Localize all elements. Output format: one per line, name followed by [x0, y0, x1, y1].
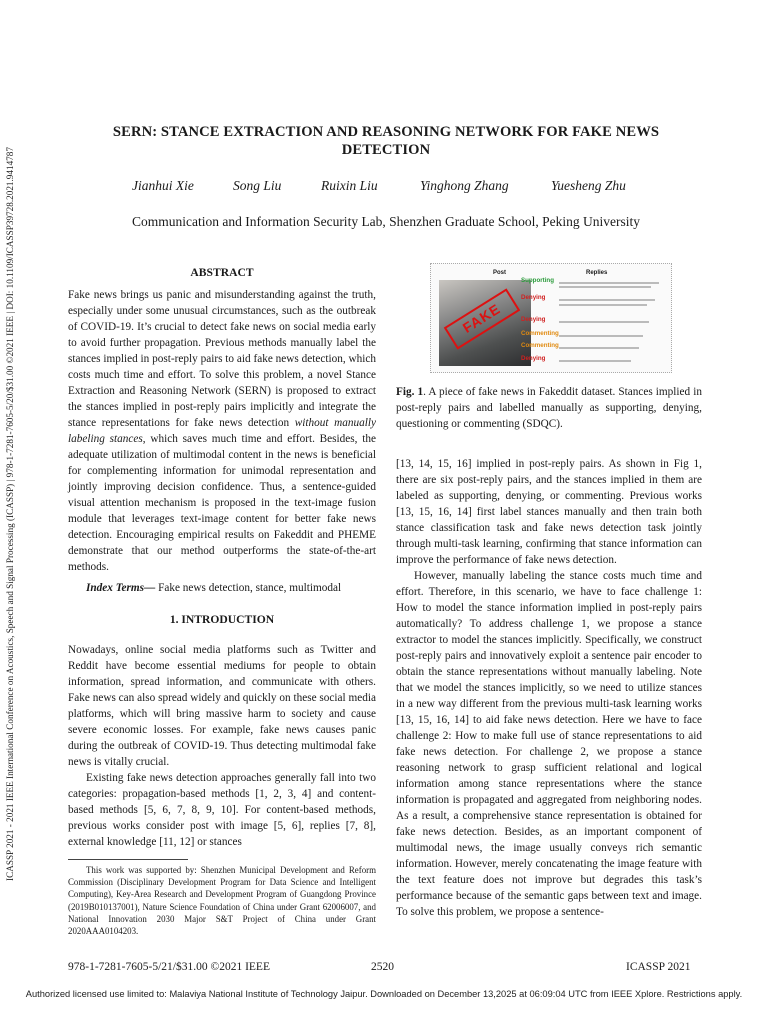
- footer-isbn: 978-1-7281-7605-5/21/$31.00 ©2021 IEEE: [68, 961, 270, 973]
- paper-title: SERN: STANCE EXTRACTION AND REASONING NETWORK FOR FAKE NEWS DETECTION: [112, 124, 660, 158]
- index-terms: Index Terms— Fake news detection, stance, multimodal: [86, 582, 342, 594]
- stance-label: Denying: [521, 355, 546, 362]
- right-paragraph-1: [13, 14, 15, 16] implied in post-reply pairs. As shown in Fig 1, there are six post-reply pairs, and the stances implied in them are labeled as supporting, denying, or commenting. Previous works [13, 15, 16, 14] first label stances manually and then train both stance classification task and fake news detection task jointly through multi-task learning, confirming that stance information can improve the performance of fake news detection.: [396, 458, 702, 566]
- reply-text-line: [559, 299, 655, 301]
- right-paragraph-2: However, manually labeling the stance costs much time and effort. Therefore, in this scenario, we have to face challenge 1: How to model the stance information implied in post-reply pairs automatically? To address challenge 1, we propose a stance extractor to model the stances implicitly. Specifically, we construct post-reply pairs and innovatively exploit a sentence pair encoder to obtain the stance representations without manually labeling. Note that we model the stances implicitly, so we need to utilize stances in a new way different from the previous multi-task learning works [13, 15, 16, 14] to aid fake news detection. Here we have to face challenge 2: How to make full use of stance representations to aid fake news detection. For challenge 2, we propose a stance reasoning network to grasp sufficient relational and logical information among stance representations where the stance information is propagated and aggregated from neighboring nodes. As a result, a comprehensive stance representation is obtained for fake news detection. Besides, as an important component of multimodal news, the image usually conveys rich semantic information. However, merely concatenating the image feature with the text feature does not improve but degrades this task’s performance because of the semantic gaps between text and image. To solve this problem, we propose a sentence-: [396, 570, 702, 918]
- abstract-text: Fake news brings us panic and misunderstanding against the truth, especially under some unusual circumstances, such as the outbreak of COVID-19. It’s crucial to detect fake news on social media early to avoid further propagation. Previous methods manually label the stances implied in post-reply pairs to aid fake news detection, which costs much time and effort. To solve this problem, a novel Stance Extraction and Reasoning Network (SERN) is proposed to extract the stances implied in post-reply pairs implicitly and integrate the stance representations for fake news detection without manually labeling stances, which saves much time and effort. Besides, the adequate utilization of multimodal content in the news is beneficial for complementing information for unimodal representation and jointly improving decision confidence. Thus, a sentence-guided visual attention mechanism is proposed in the text-image fusion module that leverages text-image content for better fake news detection. Encouraging empirical results on Fakeddit and PHEME demonstrate that our method outperforms the state-of-the-art methods.: [68, 289, 376, 573]
- reply-text-line: [559, 286, 651, 288]
- footer-conference: ICASSP 2021: [626, 961, 691, 973]
- affiliation: Communication and Information Security Lab, Shenzhen Graduate School, Peking University: [131, 214, 641, 229]
- author-name: Ruixin Liu: [321, 178, 378, 193]
- reply-text-line: [559, 304, 647, 306]
- fake-stamp: FAKE: [444, 288, 521, 349]
- page-number: 2520: [371, 961, 394, 973]
- stance-label: Denying: [521, 316, 546, 323]
- footnote-funding: This work was supported by: Shenzhen Municipal Development and Reform Commission (Disciplinary Development Program for Data Science and Intelligent Computing), Key-Area Research and Development Program of Guangdong Province (2019B010137001), Nature Science Foundation of China under Grant 62006007, and National Innovation 2030 Major S&T Project of China under Grant 2020AAA0104203.: [68, 865, 376, 937]
- footnote-divider: [68, 859, 188, 860]
- authorized-use-notice: Authorized licensed use limited to: Malaviya National Institute of Technology Jaipur. Downloaded on December 13,2025 at 06:09:04 UTC from IEEE Xplore. Restrictions apply.: [25, 989, 743, 999]
- intro-paragraph-1: Nowadays, online social media platforms such as Twitter and Reddit have become essential mediums for people to obtain information, spread information, and communicate with others. Fake news can also spread widely and quickly on these social media platforms, which will bring massive harm to society and cause severe economic losses. For example, fake news causes panic during the outbreak of COVID-19. Thus detecting multimodal fake news is vitally crucial.: [68, 644, 376, 768]
- stance-label: Supporting: [521, 277, 554, 284]
- sidebar-doi-text: ICASSP 2021 - 2021 IEEE International Conference on Acoustics, Speech and Signal Processing (ICASSP) | 978-1-7281-7605-5/20/$31.00 ©2021 IEEE | DOI: 10.1109/ICASSP39728.2021.9414787: [5, 147, 15, 881]
- figure-replies-label: Replies: [586, 270, 608, 276]
- figure-post-photo: [439, 280, 531, 366]
- right-column-text: [396, 456, 702, 920]
- introduction-heading: 1. INTRODUCTION: [169, 613, 275, 626]
- reply-text-line: [559, 347, 639, 349]
- intro-paragraph-2: Existing fake news detection approaches generally fall into two categories: propagation-based methods [1, 2, 3, 4] and content-based methods [5, 6, 7, 8, 9, 10]. For content-based methods, previous works consider post with image [5, 6], replies [7, 8], external knowledge [11, 12] or stances: [68, 772, 376, 848]
- reply-text-line: [559, 360, 631, 362]
- reply-text-line: [559, 321, 649, 323]
- stance-label: Commenting: [521, 330, 559, 337]
- author-name: Yuesheng Zhu: [551, 178, 626, 193]
- author-name: Song Liu: [233, 178, 282, 193]
- abstract-heading: ABSTRACT: [190, 266, 254, 279]
- figure-1-image: [430, 263, 672, 373]
- figure-1-caption: Fig. 1. A piece of fake news in Fakeddit dataset. Stances implied in post-reply pairs and labelled manually as supporting, denying, questioning or commenting (SDQC).: [396, 386, 703, 430]
- author-name: Yinghong Zhang: [420, 178, 509, 193]
- stance-label: Commenting: [521, 342, 559, 349]
- stance-label: Denying: [521, 294, 546, 301]
- author-name: Jianhui Xie: [132, 178, 194, 193]
- reply-text-line: [559, 335, 643, 337]
- figure-post-label: Post: [493, 270, 507, 276]
- reply-text-line: [559, 282, 659, 284]
- abstract-section: [68, 265, 376, 850]
- author-list: [130, 178, 710, 196]
